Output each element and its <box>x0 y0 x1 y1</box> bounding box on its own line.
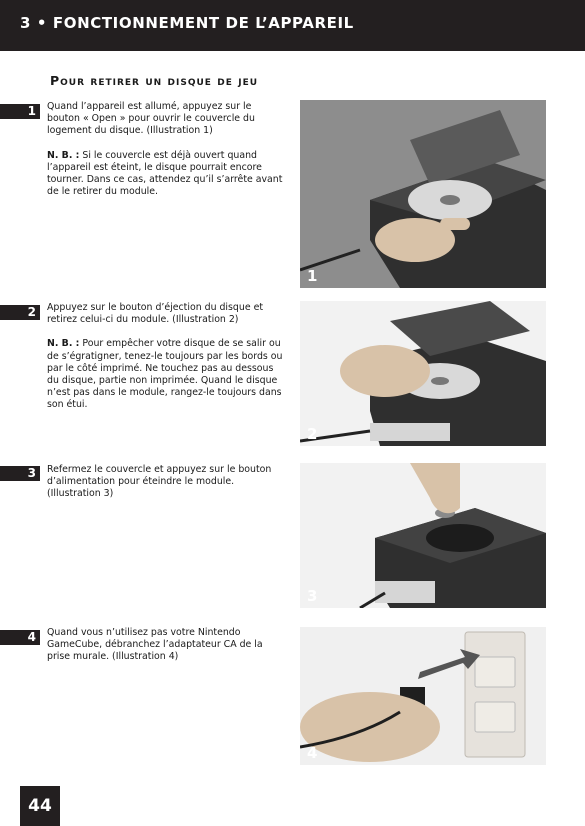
illustration-4-label: 4 <box>307 744 318 762</box>
step-2-number: 2 <box>27 305 36 319</box>
illustration-2-photo <box>300 301 546 446</box>
step-4-number: 4 <box>27 630 36 644</box>
illustration-2-label: 2 <box>307 425 318 443</box>
illustration-2 <box>300 301 546 446</box>
step-2-badge <box>0 305 40 320</box>
illustration-3-label: 3 <box>307 587 318 605</box>
illustration-4 <box>300 627 546 765</box>
step-4-text <box>47 627 287 676</box>
step-1-badge <box>0 104 40 119</box>
step-2-note-label: N. B. : <box>47 338 80 350</box>
step-1-text <box>47 101 287 210</box>
illustration-4-photo <box>300 627 546 765</box>
step-3-text <box>47 464 287 513</box>
step-3-instruction: Refermez le couvercle et appuyez sur le bouton d’alimentation pour éteindre le module. (Illustration 3) <box>47 464 272 500</box>
step-4-badge <box>0 630 40 645</box>
step-3-number: 3 <box>27 466 36 480</box>
page-number-box <box>20 786 60 826</box>
step-1-instruction: Quand l’appareil est allumé, appuyez sur le bouton « Open » pour ouvrir le couvercle du logement du disque. (Illustration 1) <box>47 101 255 137</box>
illustration-1-photo <box>300 100 546 288</box>
step-2-note <box>47 338 287 411</box>
step-2-note-text: Pour empêcher votre disque de se salir ou de s’égratigner, tenez-le toujours par les bords ou par le côté imprimé. Ne touchez pas au dessous du disque, partie non imprimée. Quand le disque n’est pas dans le module, rangez-le toujours dans son étui. <box>47 338 283 411</box>
section-title: Pour retirer un disque de jeu <box>50 73 259 88</box>
illustration-3-photo <box>300 463 546 608</box>
step-2-text <box>47 302 287 424</box>
illustration-1-label: 1 <box>307 267 318 285</box>
step-1-note-text: Si le couvercle est déjà ouvert quand l’appareil est éteint, le disque pourrait encore tourner. Dans ce cas, attendez qu’il s’arrête avant de le retirer du module. <box>47 149 283 198</box>
page-number: 44 <box>28 796 52 816</box>
step-1-note-label: N. B. : <box>47 149 80 161</box>
illustration-1 <box>300 100 546 288</box>
step-1-number: 1 <box>27 104 36 118</box>
step-2-instruction: Appuyez sur le bouton d’éjection du disque et retirez celui-ci du module. (Illustration 2) <box>47 302 264 326</box>
step-1-note <box>47 150 287 199</box>
step-4-instruction: Quand vous n’utilisez pas votre Nintendo GameCube, débranchez l’adaptateur CA de la prise murale. (Illustration 4) <box>47 627 263 663</box>
step-3-badge <box>0 466 40 481</box>
page-header <box>0 0 585 51</box>
illustration-3 <box>300 463 546 608</box>
chapter-title: 3 • FONCTIONNEMENT DE L’APPAREIL <box>20 14 354 32</box>
